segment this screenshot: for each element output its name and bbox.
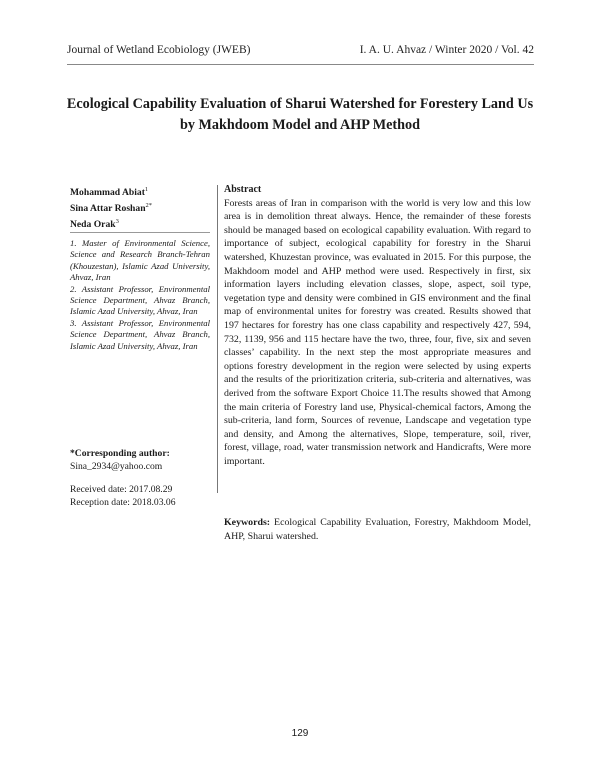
article-dates — [70, 484, 220, 509]
affiliation: 1. Master of Environmental Science, Science and Research Branch-Tehran (Khouzestan), Islamic Azad University, Ahvaz, Iran — [70, 238, 210, 283]
affiliations — [70, 238, 210, 352]
affiliation: 2. Assistant Professor, Environmental Science Department, Ahvaz Branch, Islamic Azad University, Ahvaz, Iran — [70, 283, 210, 317]
issue-info: I. A. U. Ahvaz / Winter 2020 / Vol. 42 — [359, 44, 534, 56]
header-divider — [67, 64, 534, 65]
paper-title — [60, 94, 540, 136]
corresponding-email[interactable]: Sina_2934@yahoo.com — [70, 460, 163, 472]
corresponding-author — [70, 448, 220, 473]
column-divider — [217, 185, 218, 493]
affiliation: 3. Assistant Professor, Environmental Science Department, Ahvaz Branch, Islamic Azad University, Ahvaz, Iran — [70, 317, 210, 351]
journal-name: Journal of Wetland Ecobiology (JWEB) — [67, 44, 251, 56]
abstract-heading: Abstract — [224, 184, 262, 195]
keywords-section — [224, 516, 531, 543]
running-header — [67, 44, 534, 56]
keywords-label: Keywords: — [224, 517, 271, 528]
affiliation-divider — [70, 232, 210, 233]
author-list — [70, 183, 210, 232]
reception-date: Reception date: 2018.03.06 — [70, 496, 176, 508]
page-number: 129 — [291, 728, 309, 739]
title-line-2: by Makhdoom Model and AHP Method — [179, 117, 421, 133]
author: Sina Attar Roshan$^{2*}$ — [70, 202, 153, 215]
title-line-1: Ecological Capability Evaluation of Sharui Watershed for Forestery Land Us — [66, 96, 534, 112]
abstract-section — [224, 183, 531, 468]
corresponding-label: *Corresponding author: — [70, 448, 170, 459]
author: Neda Orak$^3$ — [70, 218, 119, 231]
author: Mohammad Abiat$^1$ — [70, 186, 149, 199]
keywords-text: Ecological Capability Evaluation, Forestry, Makhdoom Model, AHP, Sharui watershed. — [224, 517, 531, 542]
abstract-text: Forests areas of Iran in comparison with the world is very low and this low area is in demolition threat always. Hence, the remainder of these forests should be managed based on ecological capability evaluation. With regard to importance of subject, ecological capability for forestry in the Sharui watershed, Khuzestan province, was evaluated in 2015. For this purpose, the Makhdoom model and AHP method were used. Respectively in first, six information layers including elevation classes, slope, aspect, soil type, vegetation type and density were combined in GIS environment and the final map of environmental unites for forestry was created. Results showed that 197 hectares for forestry has one class capability and respectively 427, 594, 732, 1139, 956 and 115 hectare have the two, three, four, five, six and seven classes’ capability. In the next step the most appropriate measures and options forestry development in the region were selected by using experts and the results of the prioritization criteria, sub-criteria and alternatives, was derived from the software Export Choice 11.The results showed that Among the main criteria of Forestry land use, Physical-chemical factors, Among the sub-criteria, land form, Sources of revenue, Landscape and vegetation type and density, and Among the alternatives, Slope, temperature, soil, river, forest, village, road, water transmission network and Handicrafts, Were more important. — [224, 197, 531, 467]
received-date: Received date: 2017.08.29 — [70, 484, 173, 495]
